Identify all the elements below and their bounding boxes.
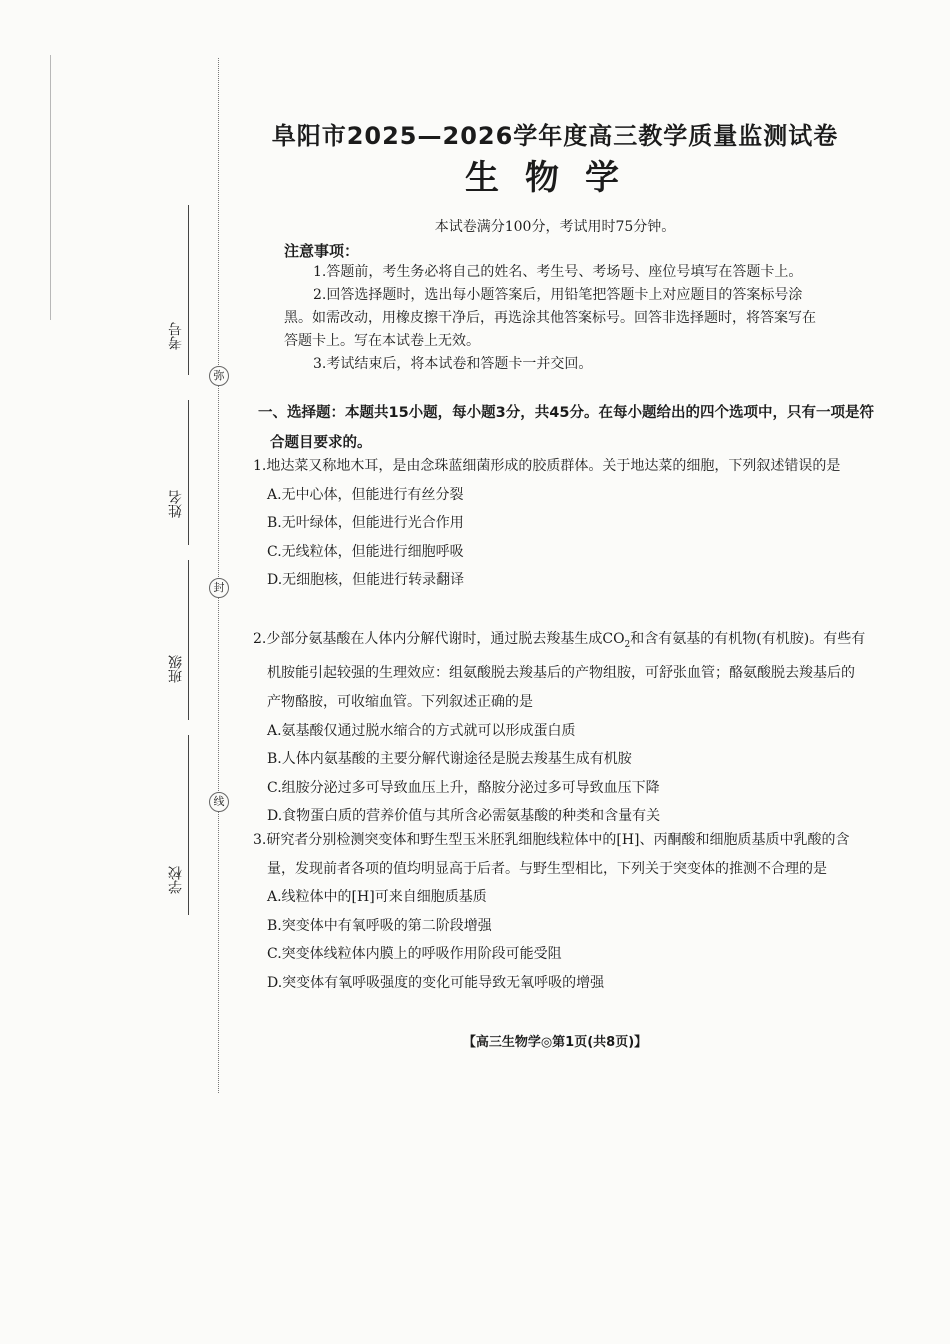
option-b: B.无叶绿体，但能进行光合作用 bbox=[267, 515, 464, 532]
margin-rule bbox=[50, 55, 51, 320]
page-footer: 【高三生物学◎第1页(共8页)】 bbox=[462, 1035, 648, 1050]
question-stem bbox=[253, 625, 868, 717]
seal-mi: 弥 bbox=[209, 366, 229, 386]
note-line: 3.考试结束后，将本试卷和答题卡一并交回。 bbox=[313, 356, 593, 372]
option-d: D.突变体有氧呼吸强度的变化可能导致无氧呼吸的增强 bbox=[267, 974, 605, 991]
question-3 bbox=[253, 826, 868, 998]
exam-number-label: 考号 bbox=[168, 322, 184, 350]
name-label: 姓名 bbox=[168, 490, 184, 518]
seal-feng: 封 bbox=[209, 578, 229, 598]
note-line: 2.回答选择题时，选出每小题答案后，用铅笔把答题卡上对应题目的答案标号涂 bbox=[313, 287, 803, 303]
note-line: 黑。如需改动，用橡皮擦干净后，再选涂其他答案标号。回答非选择题时，将答案写在 bbox=[284, 310, 816, 326]
option-d: D.食物蛋白质的营养价值与其所含必需氨基酸的种类和含量有关 bbox=[267, 808, 661, 825]
school-label: 学校 bbox=[168, 866, 184, 894]
question-stem: 1.地达菜又称地木耳，是由念珠蓝细菌形成的胶质群体。关于地达菜的细胞，下列叙述错误的是 bbox=[253, 458, 841, 474]
exam-intro: 本试卷满分100分，考试用时75分钟。 bbox=[434, 219, 676, 235]
seal-xian: 线 bbox=[209, 792, 229, 812]
option-b: B.人体内氨基酸的主要分解代谢途径是脱去羧基生成有机胺 bbox=[267, 751, 632, 768]
option-a: A.线粒体中的[H]可来自细胞质基质 bbox=[267, 889, 487, 906]
option-c: C.组胺分泌过多可导致血压上升，酪胺分泌过多可导致血压下降 bbox=[267, 779, 660, 796]
class-label: 班级 bbox=[168, 655, 184, 683]
notes-heading: 注意事项： bbox=[284, 242, 360, 260]
exam-title: 阜阳市2025—2026学年度高三教学质量监测试卷 bbox=[271, 122, 839, 150]
question-2 bbox=[253, 625, 868, 831]
option-a: A.氨基酸仅通过脱水缩合的方式就可以形成蛋白质 bbox=[267, 722, 576, 739]
question-stem: 3.研究者分别检测突变体和野生型玉米胚乳细胞线粒体中的[H]、丙酮酸和细胞质基质中乳酸的含量，发现前者各项的值均明显高于后者。与野生型相比，下列关于突变体的推测不合理的是 bbox=[253, 832, 850, 877]
question-1 bbox=[253, 452, 868, 595]
stem-part-2: 和含有氨基的有机物(有机胺)。有些有机胺能引起较强的生理效应：组氨酸脱去羧基后的产物组胺，可舒张血管；酪氨酸脱去羧基后的产物酪胺，可收缩血管。下列叙述正确的是 bbox=[267, 631, 866, 710]
class-line bbox=[188, 560, 189, 720]
note-line: 1.答题前，考生务必将自己的姓名、考生号、考场号、座位号填写在答题卡上。 bbox=[313, 264, 803, 280]
option-a: A.无中心体，但能进行有丝分裂 bbox=[267, 486, 464, 503]
option-c: C.突变体线粒体内膜上的呼吸作用阶段可能受阻 bbox=[267, 946, 562, 963]
stem-part-1: 2.少部分氨基酸在人体内分解代谢时，通过脱去羧基生成CO bbox=[253, 631, 625, 647]
name-line bbox=[188, 400, 189, 545]
section-heading: 一、选择题：本题共15小题，每小题3分，共45分。在每小题给出的四个选项中，只有一项是符合题目要求的。 bbox=[258, 405, 874, 451]
co2-subscript: 2 bbox=[624, 639, 631, 650]
option-c: C.无线粒体，但能进行细胞呼吸 bbox=[267, 543, 464, 560]
binding-dotted-line bbox=[218, 58, 219, 1093]
option-b: B.突变体中有氧呼吸的第二阶段增强 bbox=[267, 917, 492, 934]
option-d: D.无细胞核，但能进行转录翻译 bbox=[267, 572, 465, 589]
note-line: 答题卡上。写在本试卷上无效。 bbox=[284, 333, 480, 349]
subject-title: 生物学 bbox=[465, 158, 645, 198]
